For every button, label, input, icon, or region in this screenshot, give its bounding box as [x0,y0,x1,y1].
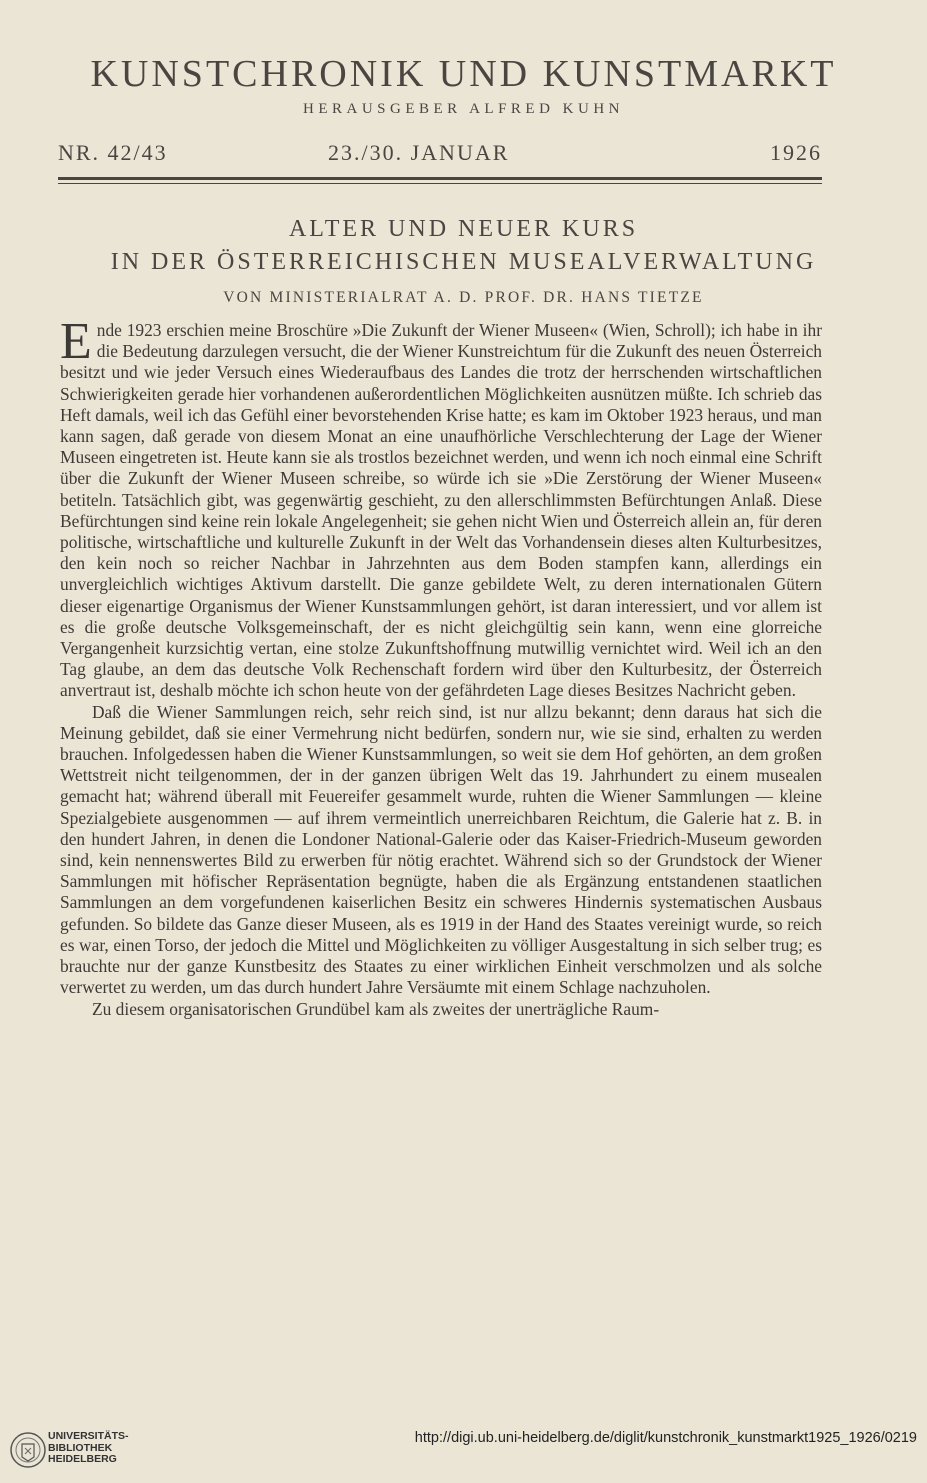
article-body [60,313,822,1020]
issue-info-row [58,140,822,170]
issue-date: 23./30. JANUAR [328,140,510,165]
paragraph-1 [60,313,822,702]
source-url-link[interactable]: http://digi.ub.uni-heidelberg.de/diglit/kunstchronik_kunstmarkt1925_1926/0219 [414,1430,917,1446]
issue-year: 1926 [770,140,822,165]
issue-number: NR. 42/43 [58,140,168,165]
masthead-rule-thick [58,177,822,180]
logo-line-1: UNIVERSITÄTS- [48,1430,129,1442]
logo-line-3: HEIDELBERG [48,1453,117,1465]
journal-title: KUNSTCHRONIK UND KUNSTMARKT [90,53,837,95]
paragraph-2: Daß die Wiener Sammlungen reich, sehr reich sind, ist nur allzu bekannt; denn daraus hat sich die Meinung gebildet, daß sie einer Vermehrung nicht bedürfen, sondern nur, wie sie sind, erhalten zu werden brauchen. Infolgedessen haben die Wiener Kunstsammlungen, so weit sie dem Hof gehörten, an dem großen Wettstreit nicht teilgenommen, der in der ganzen übrigen Welt das 19. Jahrhundert zu einem musealen gemacht hat; während überall mit Feuereifer gesammelt wurde, ruhten die Wiener Sammlungen — kleine Spezialgebiete ausgenommen — auf ihrem vermeintlich unerreichbaren Reichtum, die Galerie hat z. B. in den hundert Jahren, in denen die Londoner National-Galerie oder das Kaiser-Friedrich-Museum geworden sind, kein nennenswertes Bild zu erwerben für nötig erachtet. Während sich so der Grundstock der Wiener Sammlungen mit höfischer Repräsentation begnügte, haben die als Ergänzung entstandenen staatlichen Sammlungen an dem vorgefundenen kaiserlichen Besitz ein schweres Hindernis systematischen Ausbaus gefunden. So bildete das Ganze dieser Museen, als es 1919 in der Hand des Staates vereinigt wurde, so reich es war, einen Torso, der jedoch die Mittel und Möglichkeiten zu völliger Ausgestaltung in sich selber trug; es brauchte nur der ganze Kunstbesitz des Staates zu einer wirklichen Einheit verschmolzen und als solche verwertet zu werden, um das durch hundert Jahre Versäumte mit einem Schlage nachzuholen. [60,701,822,998]
library-logo-text [48,1431,129,1466]
article-title-line2: IN DER ÖSTERREICHISCHEN MUSEALVERWALTUNG [110,249,817,275]
paragraph-3: Zu diesem organisatorischen Grundübel kam als zweites der unerträgliche Raum- [92,998,660,1019]
logo-line-2: BIBLIOTHEK [48,1441,113,1454]
drop-cap: E [60,313,92,370]
paragraph-1-text: nde 1923 erschien meine Broschüre »Die Zukunft der Wiener Museen« (Wien, Schroll); ich habe in ihr die Bedeutung darzulegen versucht, die der Wiener Kunstreichtum für die Zukunft des neuen Österreich besitzt und wie jeder Versuch eines Wiederaufbaus des Landes die trotz der herrschenden wirtschaftlichen Schwierigkeiten gerade hier vorhandenen außerordentlichen Möglichkeiten ausnützen müßte. Ich schrieb das Heft damals, weil ich das Gefühl einer bevorstehenden Krise hatte; es kam im Oktober 1923 heraus, und man kann sagen, daß gerade von diesem Monat an eine unaufhörliche Verschlechterung der Lage der Wiener Museen eingetreten ist. Heute kann sie als trostlos bezeichnet werden, und wenn ich noch einmal eine Schrift über die Zukunft der Wiener Museen schreibe, so würde ich sie »Die Zerstörung der Wiener Museen« betiteln. Tatsächlich gibt, was gegenwärtig geschieht, zu den allerschlimmsten Befürchtungen Anlaß. Diese Befürchtungen sind keine rein lokale Angelegenheit; sie gehen nicht Wien und Österreich allein an, für deren politische, wirtschaftliche und kulturelle Zukunft in der Welt das Vorhandensein dieses alten Kulturbesitzes, den kein noch so reicher Nachbar in Jahrzehnten aus dem Boden stampfen kann, allerdings ein unvergleichlich wichtiges Aktivum darstellt. Die ganze gebildete Welt, zu deren internationalen Gütern dieser eigenartige Organismus der Wiener Kunstsammlungen gehört, ist daran interessiert, und vor allem ist es die große deutsche Volksgemeinschaft, der es nicht gleichgültig sein kann, wenn eine glorreiche Vergangenheit kurzsichtig vertan, eine stolze Zukunftshoffnung mutwillig vernichtet wird. Weil ich an den Tag glaube, an dem das deutsche Volk Rechenschaft fordern wird über den Kulturbesitz, der Österreich anvertraut ist, deshalb möchte ich schon heute von der gefährdeten Lage dieses Besitzes Nachricht geben. [60,320,822,701]
editor-line: HERAUSGEBER ALFRED KUHN [302,101,624,117]
article-byline: VON MINISTERIALRAT A. D. PROF. DR. HANS TIETZE [223,289,704,306]
masthead-rule-thin [58,183,822,184]
article-title-line1: ALTER UND NEUER KURS [288,216,639,242]
